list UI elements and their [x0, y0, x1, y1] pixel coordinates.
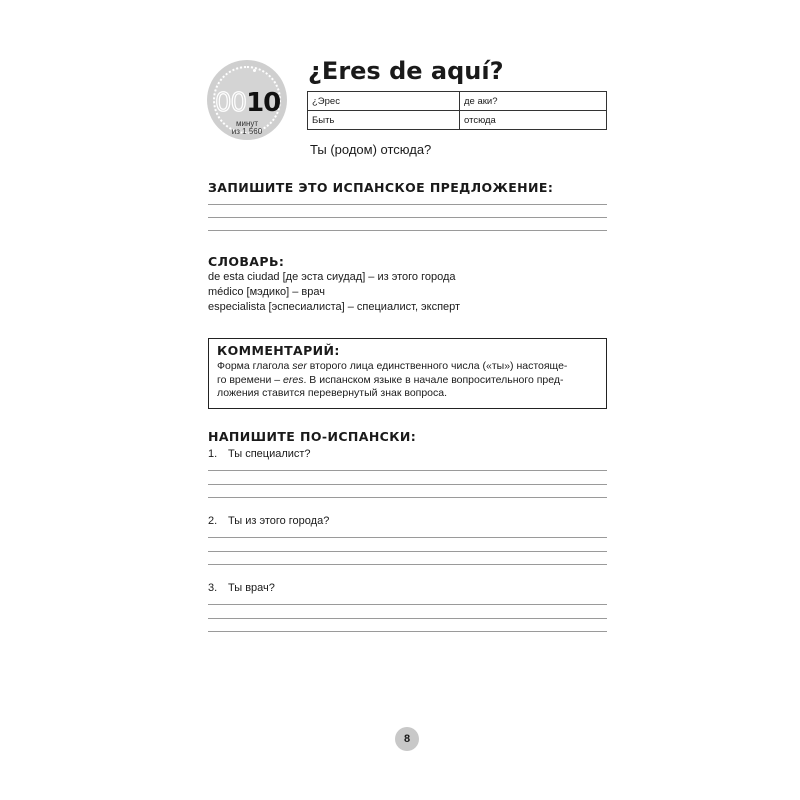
question-text: Ты из этого города?: [228, 515, 330, 527]
write-sentence-heading: ЗАПИШИТЕ ЭТО ИСПАНСКОЕ ПРЕДЛОЖЕНИЕ:: [208, 180, 554, 195]
writing-line[interactable]: [208, 230, 607, 231]
exercise-question-3: [208, 581, 275, 595]
comment-term-eres: eres: [283, 373, 304, 386]
table-row: [308, 111, 607, 130]
answer-line[interactable]: [208, 618, 607, 619]
comment-text-part: ложения ставится перевернутый знак вопроса.: [217, 387, 448, 399]
vocab-item: de esta ciudad [де эста сиудад] – из этого города: [208, 271, 456, 283]
lesson-title: ¿Eres de aquí?: [308, 57, 504, 85]
comment-heading: КОММЕНТАРИЙ:: [217, 343, 340, 358]
translation-text: Ты (родом) отсюда?: [310, 142, 432, 157]
exercise-heading: НАПИШИТЕ ПО-ИСПАНСКИ:: [208, 429, 417, 444]
writing-line[interactable]: [208, 204, 607, 205]
timer-zeros: 00: [215, 88, 247, 118]
vocab-item: especialista [эспесиалиста] – специалист, эксперт: [208, 301, 461, 313]
vocab-heading: СЛОВАРЬ:: [208, 254, 285, 269]
timer-minutes: 10: [246, 88, 281, 118]
answer-line[interactable]: [208, 604, 607, 605]
answer-line[interactable]: [208, 484, 607, 485]
pronunciation-table: [307, 91, 607, 130]
table-cell: Быть: [308, 111, 460, 130]
comment-text-part: . В испанском языке в начале вопросительного пред-: [303, 373, 564, 386]
answer-line[interactable]: [208, 564, 607, 565]
timer-tick-mark: [253, 69, 256, 72]
table-cell: отсюда: [460, 111, 607, 130]
comment-text-part: го времени –: [217, 373, 284, 386]
answer-line[interactable]: [208, 537, 607, 538]
vocab-item: médico [мэдико] – врач: [208, 286, 325, 298]
comment-text-part: Форма глагола: [217, 360, 293, 372]
comment-box: [208, 338, 607, 409]
page-number: 8: [395, 727, 419, 751]
comment-text-part: второго лица единственного числа («ты») настояще-: [306, 360, 568, 372]
timer-dial: [213, 66, 281, 134]
answer-line[interactable]: [208, 631, 607, 632]
table-row: [308, 92, 607, 111]
writing-line[interactable]: [208, 217, 607, 218]
question-number: 3.: [208, 582, 218, 594]
timer-unit: минут: [235, 119, 259, 128]
table-cell: ¿Эрес: [308, 92, 460, 111]
vocab-list: [208, 270, 460, 315]
comment-term-ser: ser: [292, 360, 307, 372]
comment-text: [217, 360, 598, 401]
answer-line[interactable]: [208, 551, 607, 552]
answer-line[interactable]: [208, 497, 607, 498]
answer-line[interactable]: [208, 470, 607, 471]
table-cell: де аки?: [460, 92, 607, 111]
question-text: Ты врач?: [228, 582, 275, 594]
exercise-question-2: [208, 514, 329, 528]
question-number: 1.: [208, 448, 218, 460]
question-text: Ты специалист?: [228, 448, 311, 460]
timer-digits: [215, 90, 279, 116]
exercise-question-1: [208, 447, 311, 461]
question-number: 2.: [208, 515, 218, 527]
timer-total: из 1 560: [231, 127, 263, 136]
timer-badge: [207, 60, 287, 140]
